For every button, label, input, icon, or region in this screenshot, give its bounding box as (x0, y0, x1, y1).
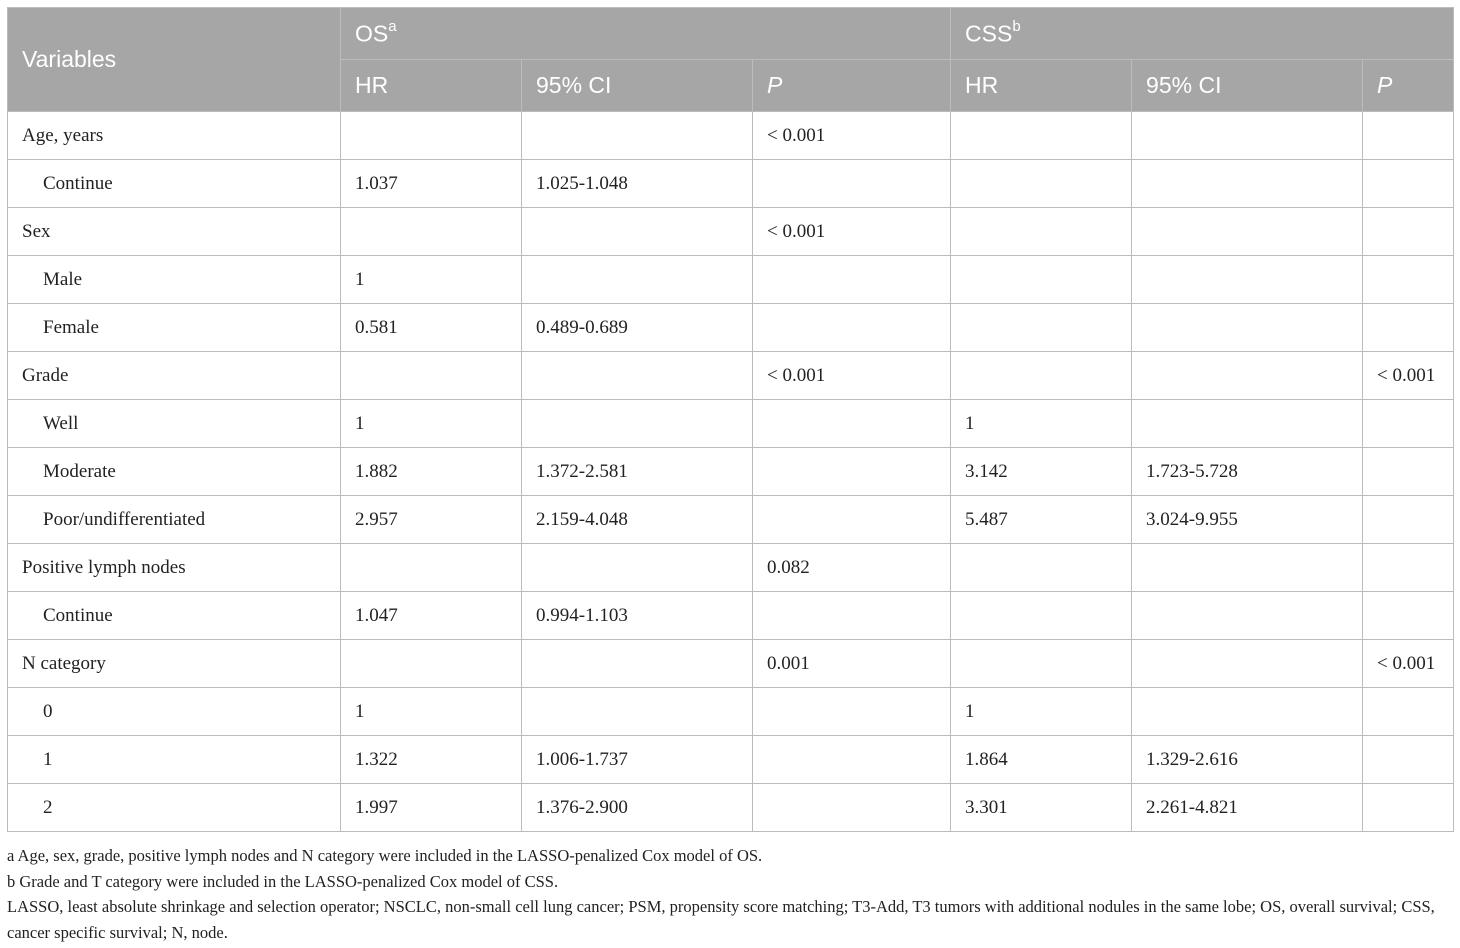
row-label: 0 (8, 688, 341, 736)
row-label: Sex (8, 208, 341, 256)
cell-os-p (753, 496, 951, 544)
cell-os-hr: 1.322 (341, 736, 522, 784)
row-label: Positive lymph nodes (8, 544, 341, 592)
table-row (8, 256, 1454, 304)
cell-css-ci: 1.723-5.728 (1132, 448, 1363, 496)
cell-css-ci (1132, 544, 1363, 592)
cell-os-ci (522, 112, 753, 160)
cell-css-hr: 3.301 (951, 784, 1132, 832)
table-row (8, 304, 1454, 352)
cell-os-ci: 1.376-2.900 (522, 784, 753, 832)
row-label: Continue (8, 160, 341, 208)
table-row (8, 736, 1454, 784)
row-label: Poor/undifferentiated (8, 496, 341, 544)
row-label: 2 (8, 784, 341, 832)
cell-os-ci (522, 544, 753, 592)
table-row (8, 640, 1454, 688)
cell-css-hr: 1 (951, 400, 1132, 448)
cell-css-p (1363, 256, 1454, 304)
cell-os-p: 0.001 (753, 640, 951, 688)
cell-css-p (1363, 304, 1454, 352)
header-css-p: P (1363, 60, 1454, 112)
cell-css-hr (951, 304, 1132, 352)
table-row (8, 112, 1454, 160)
header-variables: Variables (8, 8, 341, 112)
cell-os-ci: 1.372-2.581 (522, 448, 753, 496)
cell-os-hr: 0.581 (341, 304, 522, 352)
cell-os-p (753, 736, 951, 784)
cell-css-p (1363, 496, 1454, 544)
row-label: Well (8, 400, 341, 448)
cell-os-p (753, 160, 951, 208)
cell-os-ci: 1.025-1.048 (522, 160, 753, 208)
cell-os-ci (522, 352, 753, 400)
row-label: N category (8, 640, 341, 688)
table-row (8, 496, 1454, 544)
cell-css-p (1363, 208, 1454, 256)
row-label: Female (8, 304, 341, 352)
cell-os-p: < 0.001 (753, 112, 951, 160)
cell-os-ci (522, 208, 753, 256)
table-row (8, 784, 1454, 832)
cell-os-hr: 2.957 (341, 496, 522, 544)
cell-os-p: < 0.001 (753, 208, 951, 256)
cell-os-p: 0.082 (753, 544, 951, 592)
cell-css-hr (951, 112, 1132, 160)
cell-css-hr (951, 160, 1132, 208)
cell-css-hr: 5.487 (951, 496, 1132, 544)
row-label: Age, years (8, 112, 341, 160)
cell-css-ci (1132, 208, 1363, 256)
cell-os-p (753, 304, 951, 352)
row-label: Continue (8, 592, 341, 640)
table-row (8, 544, 1454, 592)
cell-os-hr: 1.037 (341, 160, 522, 208)
table-row (8, 688, 1454, 736)
cell-css-p (1363, 688, 1454, 736)
cell-os-hr: 1 (341, 688, 522, 736)
cell-css-ci (1132, 304, 1363, 352)
table-row (8, 160, 1454, 208)
cell-css-hr (951, 544, 1132, 592)
row-label: Male (8, 256, 341, 304)
cell-os-hr (341, 544, 522, 592)
cell-css-p (1363, 112, 1454, 160)
cell-css-hr (951, 592, 1132, 640)
cell-css-ci (1132, 592, 1363, 640)
results-table-container (7, 7, 1453, 832)
cell-css-p (1363, 736, 1454, 784)
cell-os-ci: 1.006-1.737 (522, 736, 753, 784)
cell-css-ci: 2.261-4.821 (1132, 784, 1363, 832)
cell-css-ci (1132, 400, 1363, 448)
cell-os-ci: 0.994-1.103 (522, 592, 753, 640)
cell-os-hr: 1.997 (341, 784, 522, 832)
cell-os-ci: 2.159-4.048 (522, 496, 753, 544)
cell-css-hr (951, 208, 1132, 256)
cell-css-hr: 1 (951, 688, 1132, 736)
cell-css-ci (1132, 688, 1363, 736)
footnote-abbreviations: LASSO, least absolute shrinkage and selection operator; NSCLC, non-small cell lung cancer; PSM, propensity score matching; T3-Add, T3 tumors with additional nodules in the same lobe; OS, overall survival; CSS, cancer specific survival; N, node. (7, 897, 1435, 942)
cell-os-ci (522, 400, 753, 448)
cell-css-ci (1132, 640, 1363, 688)
cell-os-hr (341, 112, 522, 160)
cell-css-p (1363, 784, 1454, 832)
header-os-p: P (753, 60, 951, 112)
cell-os-p (753, 448, 951, 496)
cell-css-hr: 3.142 (951, 448, 1132, 496)
cell-css-hr (951, 640, 1132, 688)
cell-css-p (1363, 400, 1454, 448)
table-body (8, 112, 1454, 832)
cell-css-hr: 1.864 (951, 736, 1132, 784)
table-footnotes (7, 843, 1453, 945)
cell-os-p (753, 400, 951, 448)
header-css-ci: 95% CI (1132, 60, 1363, 112)
header-os: $OS^a$ (341, 8, 951, 60)
cell-os-ci (522, 640, 753, 688)
row-label: 1 (8, 736, 341, 784)
cell-css-ci (1132, 256, 1363, 304)
cell-os-p (753, 592, 951, 640)
cell-css-hr (951, 352, 1132, 400)
table-row (8, 592, 1454, 640)
cell-os-hr (341, 208, 522, 256)
cox-model-table (7, 7, 1454, 832)
header-css: CSS$^b$ (951, 8, 1454, 60)
cell-os-hr (341, 640, 522, 688)
cell-css-ci: 3.024-9.955 (1132, 496, 1363, 544)
cell-os-ci: 0.489-0.689 (522, 304, 753, 352)
table-row (8, 352, 1454, 400)
cell-os-hr: 1.047 (341, 592, 522, 640)
cell-os-p: < 0.001 (753, 352, 951, 400)
cell-css-p (1363, 160, 1454, 208)
cell-css-p: < 0.001 (1363, 352, 1454, 400)
cell-css-ci: 1.329-2.616 (1132, 736, 1363, 784)
cell-css-ci (1132, 160, 1363, 208)
cell-os-hr: 1 (341, 256, 522, 304)
cell-os-p (753, 784, 951, 832)
row-label: Grade (8, 352, 341, 400)
row-label: Moderate (8, 448, 341, 496)
cell-os-p (753, 256, 951, 304)
cell-os-hr (341, 352, 522, 400)
cell-css-ci (1132, 352, 1363, 400)
table-row (8, 208, 1454, 256)
cell-os-ci (522, 256, 753, 304)
cell-os-ci (522, 688, 753, 736)
table-row (8, 400, 1454, 448)
table-row (8, 448, 1454, 496)
footnote-a: a Age, sex, grade, positive lymph nodes and N category were included in the LASSO-penalized Cox model of OS. (7, 846, 763, 865)
cell-css-p (1363, 448, 1454, 496)
header-os-footnote-mark: a (388, 17, 397, 35)
cell-css-p (1363, 544, 1454, 592)
header-css-hr: HR (951, 60, 1132, 112)
cell-css-p (1363, 592, 1454, 640)
header-os-ci: 95% CI (522, 60, 753, 112)
header-css-footnote-mark: b (1012, 17, 1021, 35)
cell-os-hr: 1.882 (341, 448, 522, 496)
footnote-b: b Grade and T category were included in the LASSO-penalized Cox model of CSS. (7, 871, 559, 891)
cell-css-ci (1132, 112, 1363, 160)
header-os-hr: HR (341, 60, 522, 112)
cell-css-hr (951, 256, 1132, 304)
table-header (8, 8, 1454, 112)
cell-os-hr: 1 (341, 400, 522, 448)
cell-os-p (753, 688, 951, 736)
cell-css-p: < 0.001 (1363, 640, 1454, 688)
